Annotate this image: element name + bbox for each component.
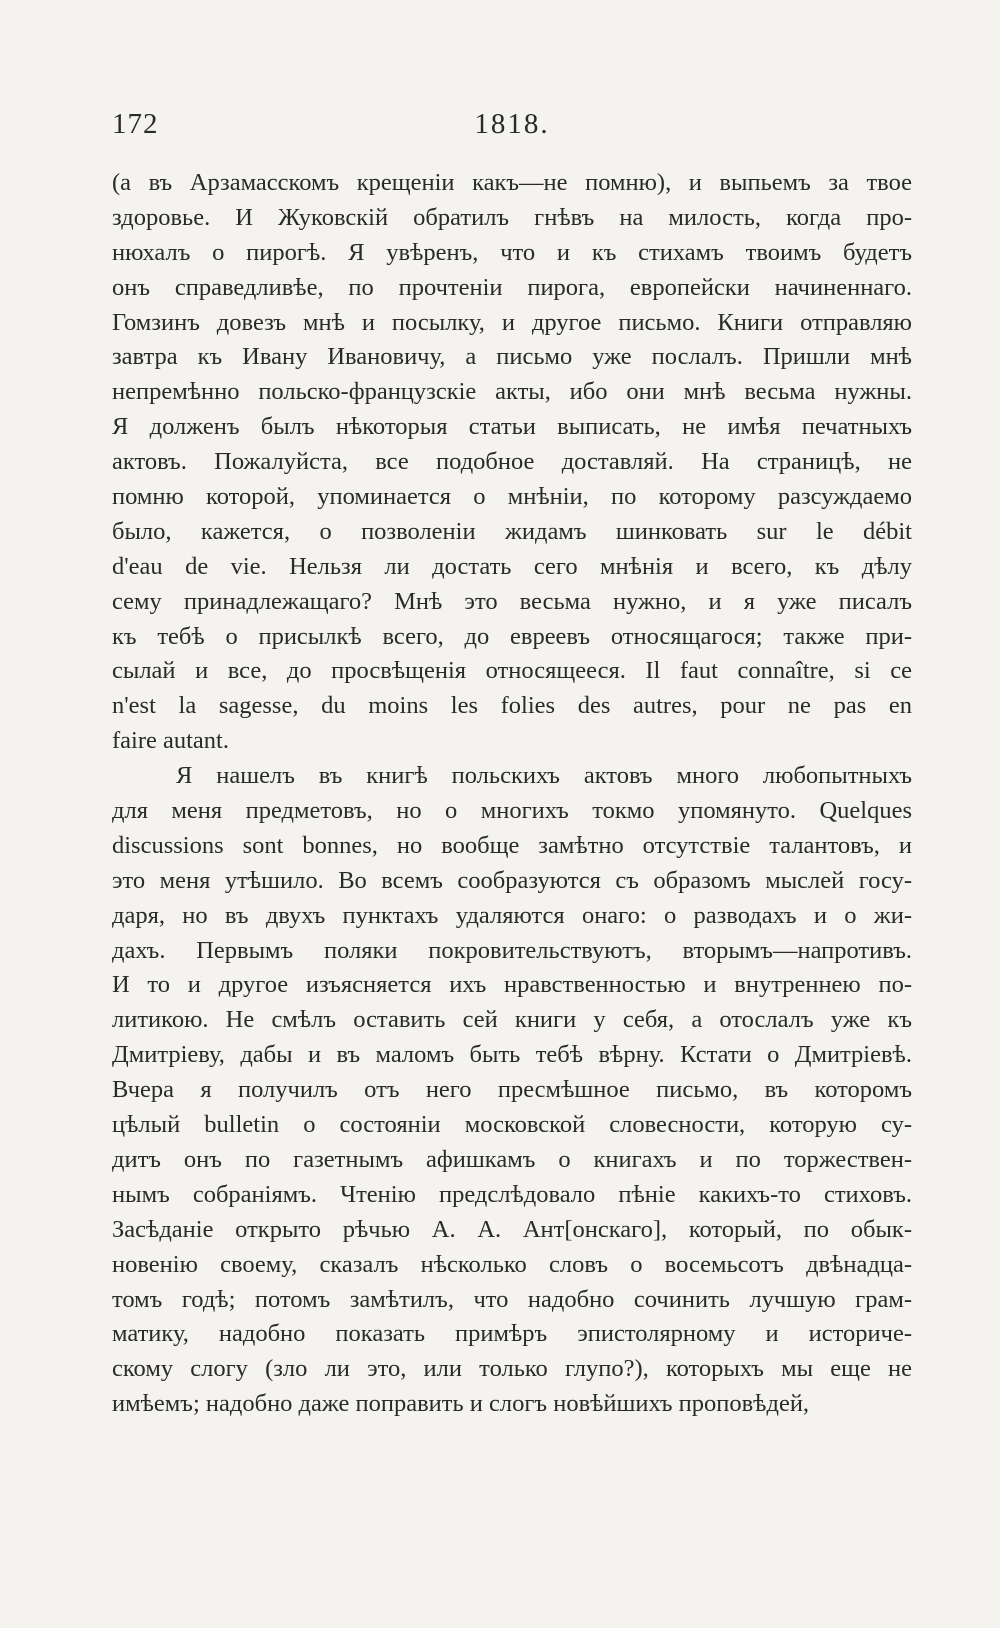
running-head-year: 1818. xyxy=(474,108,550,140)
paragraph-1 xyxy=(112,166,912,759)
text-line: актовъ. Пожалуйста, все подобное доставляй. На страницѣ, не xyxy=(112,448,912,476)
text-line: даря, но въ двухъ пунктахъ удаляются онаго: о разводахъ и о жи- xyxy=(112,901,912,929)
text-line: сылай и все, до просвѣщенія относящееся. Il faut connaître, si ce xyxy=(112,657,912,685)
text-line: это меня утѣшило. Во всемъ сообразуются съ образомъ мыслей госу- xyxy=(112,866,912,894)
text-line: непремѣнно польско-французскіе акты, ибо они мнѣ весьма нужны. xyxy=(112,378,912,406)
text-line: сему принадлежащаго? Мнѣ это весьма нужно, и я уже писалъ xyxy=(112,587,912,615)
text-line: новенію своему, сказалъ нѣсколько словъ о восемьсотъ двѣнадца- xyxy=(112,1250,912,1278)
text-line: И то и другое изъясняется ихъ нравственностью и внутреннею по- xyxy=(112,971,912,999)
text-line: n'est la sagesse, du moins les folies des autres, pour ne pas en xyxy=(112,692,912,720)
text-line: нымъ собраніямъ. Чтенію предслѣдовало пѣніе какихъ-то стиховъ. xyxy=(112,1180,912,1208)
text-line: томъ годѣ; потомъ замѣтилъ, что надобно сочинить лучшую грам- xyxy=(112,1285,912,1313)
text-line: Я нашелъ въ книгѣ польскихъ актовъ много любопытныхъ xyxy=(176,762,912,790)
text-line: Гомзинъ довезъ мнѣ и посылку, и другое письмо. Книги отправляю xyxy=(112,308,912,336)
text-line: дахъ. Первымъ поляки покровительствуютъ, вторымъ—напротивъ. xyxy=(112,936,912,964)
text-line: помню которой, упоминается о мнѣніи, по которому разсуждаемо xyxy=(112,483,912,511)
text-line: d'eau de vie. Нельзя ли достать сего мнѣнія и всего, къ дѣлу xyxy=(112,552,912,580)
text-line: нюхалъ о пирогѣ. Я увѣренъ, что и къ стихамъ твоимъ будетъ xyxy=(112,238,912,266)
text-line: дитъ онъ по газетнымъ афишкамъ о книгахъ и по торжествен- xyxy=(112,1145,912,1173)
body-text xyxy=(112,166,912,1422)
text-line: (а въ Арзамасскомъ крещеніи какъ—не помню), и выпьемъ за твое xyxy=(112,169,912,196)
text-line: Засѣданіе открыто рѣчью А. А. Ант[онскаго], который, по обык- xyxy=(112,1215,912,1243)
text-line: имѣемъ; надобно даже поправить и слогъ новѣйшихъ проповѣдей, xyxy=(112,1390,810,1418)
text-line: Вчера я получилъ отъ него пресмѣшное письмо, въ которомъ xyxy=(112,1076,912,1104)
text-line: къ тебѣ о присылкѣ всего, до евреевъ относящагося; также при- xyxy=(112,622,912,650)
text-line: онъ справедливѣе, по прочтеніи пирога, европейски начиненнаго. xyxy=(112,273,912,301)
text-line: литикою. Не смѣлъ оставить сей книги у себя, а отослалъ уже къ xyxy=(112,1006,912,1034)
text-line: цѣлый bulletin о состояніи московской словесности, которую су- xyxy=(112,1111,912,1139)
page-number: 172 xyxy=(112,108,159,140)
text-line: discussions sont bonnes, но вообще замѣтно отсутствіе талантовъ, и xyxy=(112,831,912,859)
text-line: для меня предметовъ, но о многихъ токмо упомянуто. Quelques xyxy=(112,797,912,825)
text-line: Дмитріеву, дабы и въ маломъ быть тебѣ вѣрну. Кстати о Дмитріевѣ. xyxy=(112,1041,912,1069)
paragraph-2 xyxy=(112,759,912,1422)
page-header xyxy=(112,108,912,148)
text-line: завтра къ Ивану Ивановичу, а письмо уже послалъ. Пришли мнѣ xyxy=(112,343,912,371)
text-line: faire autant. xyxy=(112,727,229,755)
text-line: было, кажется, о позволеніи жидамъ шинковать sur le débit xyxy=(112,517,912,545)
text-line: Я долженъ былъ нѣкоторыя статьи выписать, не имѣя печатныхъ xyxy=(112,413,912,441)
text-line: здоровье. И Жуковскій обратилъ гнѣвъ на милость, когда про- xyxy=(112,203,912,231)
text-line: матику, надобно показать примѣръ эпистолярному и историче- xyxy=(112,1320,912,1348)
text-line: скому слогу (зло ли это, или только глупо?), которыхъ мы еще не xyxy=(112,1355,912,1383)
